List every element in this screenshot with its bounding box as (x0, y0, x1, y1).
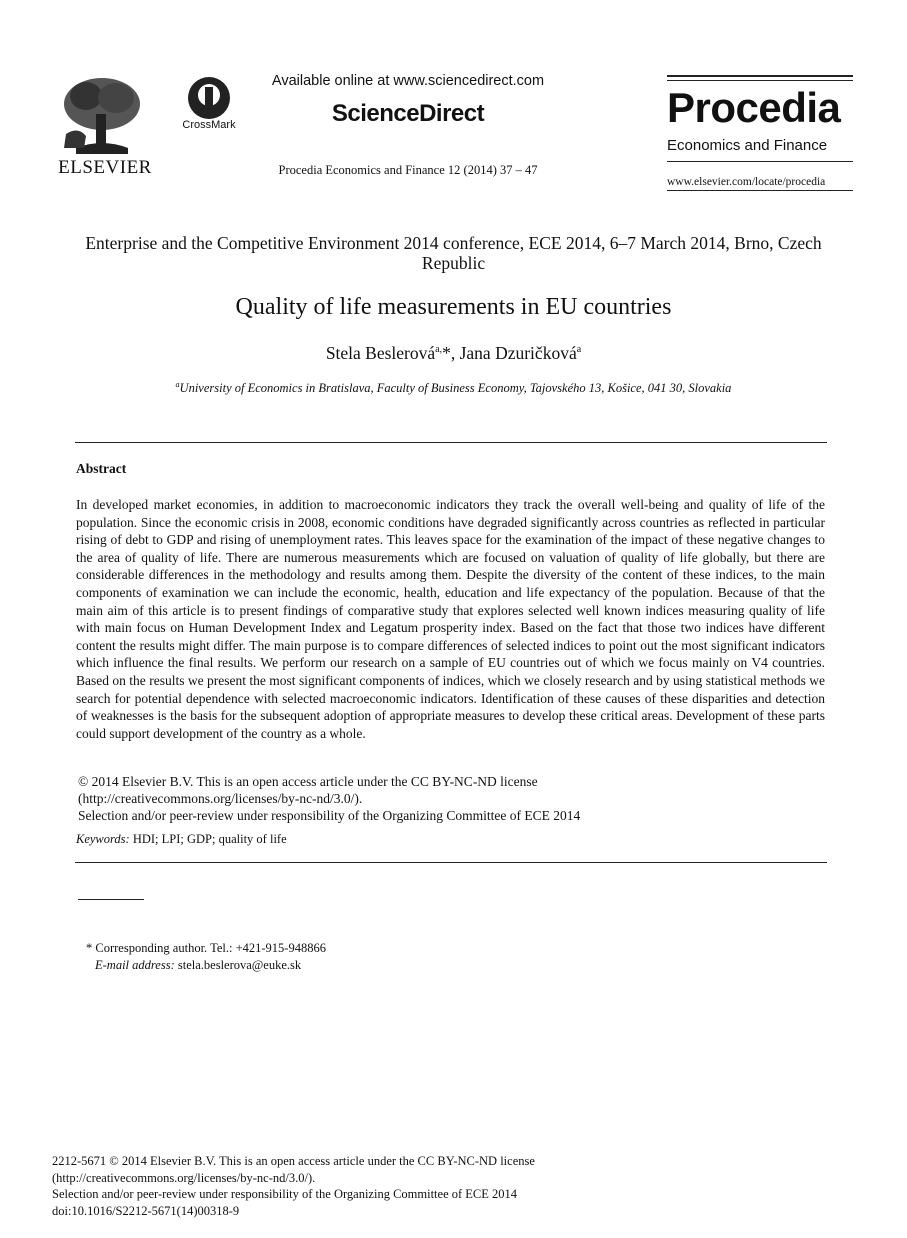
keywords-line (76, 832, 287, 847)
procedia-rule (667, 161, 853, 162)
affiliation-text: University of Economics in Bratislava, Faculty of Business Economy, Tajovského 13, Košice, 041 30, Slovakia (179, 381, 732, 396)
procedia-subtitle: Economics and Finance (667, 137, 828, 154)
author-name: Jana Dzuričková (459, 343, 577, 363)
issn-copyright: 2212-5671 © 2014 Elsevier B.V. This is an open access article under the CC BY-NC-ND license (52, 1154, 535, 1168)
bottom-info (52, 1153, 752, 1219)
keywords-list: HDI; LPI; GDP; quality of life (129, 832, 287, 846)
elsevier-wordmark: ELSEVIER (58, 157, 152, 178)
journal-url-link[interactable]: www.elsevier.com/locate/procedia (667, 176, 826, 188)
author-separator: , (450, 343, 460, 363)
footnote-rule (78, 899, 144, 900)
affiliation (60, 380, 847, 396)
corresponding-author-note: * Corresponding author. Tel.: +421-915-948866 (86, 941, 326, 955)
license-link[interactable]: (http://creativecommons.org/licenses/by-nc-nd/3.0/). (52, 1170, 316, 1185)
crossmark-icon[interactable] (186, 75, 232, 121)
procedia-rule (667, 190, 853, 191)
copyright-line: © 2014 Elsevier B.V. This is an open access article under the CC BY-NC-ND license (78, 774, 538, 789)
author-name: Stela Beslerová (325, 343, 436, 363)
doi-link[interactable]: doi:10.1016/S2212-5671(14)00318-9 (52, 1203, 240, 1218)
section-rule (75, 862, 827, 863)
sciencedirect-logo: ScienceDirect (331, 100, 485, 127)
email-link[interactable]: stela.beslerova@euke.sk (174, 958, 302, 972)
author-affil-mark: a, (435, 344, 443, 356)
article-title: Quality of life measurements in EU countries (235, 294, 672, 320)
copyright-block (78, 773, 778, 824)
procedia-rule (667, 80, 853, 81)
license-link[interactable]: (http://creativecommons.org/licenses/by-nc-nd/3.0/). (78, 791, 363, 806)
procedia-logo: Procedia (667, 84, 841, 131)
procedia-rule (667, 75, 853, 77)
peer-review-line: Selection and/or peer-review under responsibility of the Organizing Committee of ECE 2014 (78, 808, 581, 823)
section-rule (75, 442, 827, 443)
available-online-text: Available online at www.sciencedirect.com (271, 73, 545, 89)
email-label: E-mail address: (95, 958, 175, 972)
corresponding-mark: * (442, 343, 451, 363)
elsevier-tree-logo (56, 74, 148, 158)
affil-mark: a (175, 380, 180, 389)
authors-line (60, 343, 847, 364)
email-note (95, 958, 301, 973)
abstract-body: In developed market economies, in addition to macroeconomic indicators they track the overall well-being and quality of life of the population. Since the economic crisis in 2008, economic conditions have degraded significantly across countries as reflected in particular rising of debt to GDP and rising of unemployment rates. This leaves space for the examination of the impact of these negative changes to the area of quality of life. There are numerous measurements which are focused on valuation of quality of life globally, but there are considerable differences in the methodology and results among them. Despite the diversity of the content of these indices, to the main components of examination we can include the economic, health, education and life expectancy of the population. Because of that the main aim of this article is to present findings of comparative study that explores selected well known indices measuring quality of life with main focus on Human Development Index and Legatum prosperity index. Based on the fact that those two indices have different content the results might differ. The main purpose is to compare differences of selected indices to point out the most significant indicators which influence the final results. We perform our research on a sample of EU countries out of which we focus mainly on V4 countries. Based on the results we present the most significant components of indices, which we closely research and by using statistical methods we search for potential dependence with selected macroeconomic indicators. Identification of these causes of these disparities and detection of weaknesses is the basis for the subsequent adoption of appropriate measures to develop these critical areas. Development of these parts could support development of the country as a whole. (76, 497, 825, 741)
conference-line: Enterprise and the Competitive Environment 2014 conference, ECE 2014, 6–7 March 2014, Brno, Czech Republic (85, 233, 822, 273)
journal-citation: Procedia Economics and Finance 12 (2014) 37 – 47 (278, 163, 538, 177)
peer-review-line: Selection and/or peer-review under responsibility of the Organizing Committee of ECE 2014 (52, 1187, 518, 1201)
crossmark-label: CrossMark (182, 119, 236, 131)
abstract-heading: Abstract (76, 461, 127, 476)
keywords-label: Keywords: (76, 832, 130, 846)
author-affil-mark: a (576, 344, 582, 356)
